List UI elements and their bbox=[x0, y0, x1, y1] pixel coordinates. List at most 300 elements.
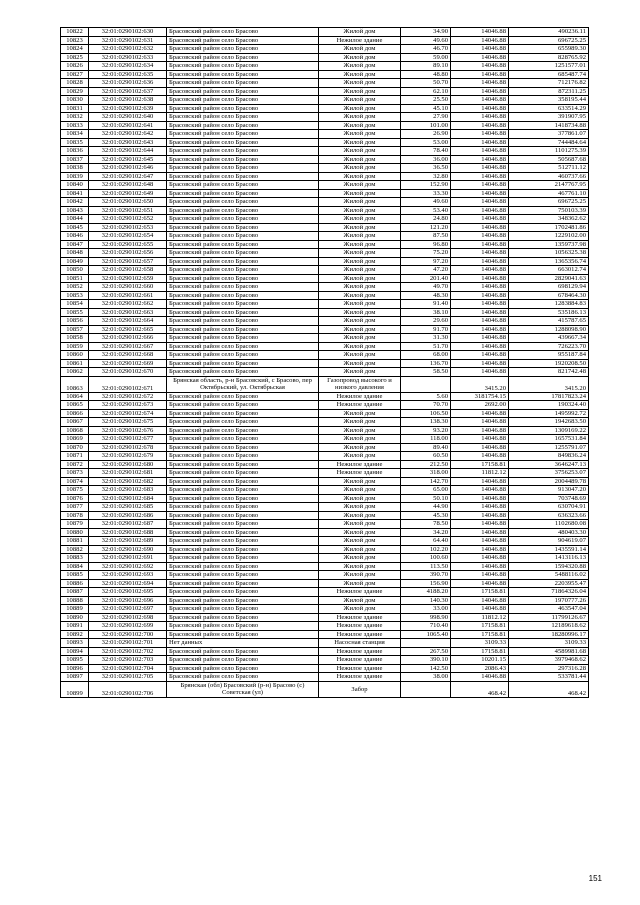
table-row bbox=[61, 223, 589, 232]
price-per-unit-cell: 14046.88 bbox=[451, 571, 509, 580]
cadastral-value-cell: 1309169.22 bbox=[509, 426, 589, 435]
cadastral-number-cell: 32:01:0290102:697 bbox=[89, 605, 167, 614]
address-cell: Брасовский район село Брасово bbox=[167, 317, 319, 326]
cadastral-value-cell: 1101275.39 bbox=[509, 147, 589, 156]
address-cell: Брасовский район село Брасово bbox=[167, 45, 319, 54]
table-row bbox=[61, 45, 589, 54]
object-type-cell: Жилой дом bbox=[319, 96, 401, 105]
area-cell: 101.00 bbox=[401, 121, 451, 130]
cadastral-number-cell: 32:01:0290102:660 bbox=[89, 283, 167, 292]
area-cell: 118.00 bbox=[401, 435, 451, 444]
object-type-cell: Жилой дом bbox=[319, 104, 401, 113]
address-cell: Брасовский район село Брасово bbox=[167, 418, 319, 427]
row-index-cell: 10863 bbox=[61, 376, 89, 392]
address-cell: Брасовский район село Брасово bbox=[167, 198, 319, 207]
cadastral-value-cell: 17817823.24 bbox=[509, 392, 589, 401]
cadastral-number-cell: 32:01:0290102:693 bbox=[89, 571, 167, 580]
cadastral-number-cell: 32:01:0290102:676 bbox=[89, 426, 167, 435]
address-cell: Брасовский район село Брасово bbox=[167, 494, 319, 503]
area-cell: 31.30 bbox=[401, 334, 451, 343]
row-index-cell: 10876 bbox=[61, 494, 89, 503]
table-row bbox=[61, 588, 589, 597]
table-row bbox=[61, 554, 589, 563]
address-cell: Брасовский район село Брасово bbox=[167, 181, 319, 190]
row-index-cell: 10890 bbox=[61, 613, 89, 622]
object-type-cell: Нежилое здание bbox=[319, 647, 401, 656]
area-cell: 100.60 bbox=[401, 554, 451, 563]
row-index-cell: 10861 bbox=[61, 359, 89, 368]
cadastral-value-cell: 821742.48 bbox=[509, 368, 589, 377]
row-index-cell: 10866 bbox=[61, 409, 89, 418]
cadastral-value-cell: 190324.40 bbox=[509, 401, 589, 410]
address-cell: Брасовский район село Брасово bbox=[167, 240, 319, 249]
row-index-cell: 10873 bbox=[61, 469, 89, 478]
address-cell: Брасовский район село Брасово bbox=[167, 189, 319, 198]
object-type-cell: Жилой дом bbox=[319, 317, 401, 326]
cadastral-number-cell: 32:01:0290102:661 bbox=[89, 291, 167, 300]
table-row bbox=[61, 215, 589, 224]
cadastral-value-cell: 1594320.88 bbox=[509, 562, 589, 571]
cadastral-value-cell: 1702481.86 bbox=[509, 223, 589, 232]
table-row bbox=[61, 181, 589, 190]
cadastral-value-cell: 1229102.00 bbox=[509, 232, 589, 241]
area-cell: 27.90 bbox=[401, 113, 451, 122]
object-type-cell: Жилой дом bbox=[319, 486, 401, 495]
area-cell: 91.40 bbox=[401, 300, 451, 309]
cadastral-number-cell: 32:01:0290102:643 bbox=[89, 138, 167, 147]
object-type-cell: Жилой дом bbox=[319, 520, 401, 529]
price-per-unit-cell: 14046.88 bbox=[451, 172, 509, 181]
price-per-unit-cell: 14046.88 bbox=[451, 181, 509, 190]
price-per-unit-cell: 14046.88 bbox=[451, 113, 509, 122]
price-per-unit-cell: 14046.88 bbox=[451, 274, 509, 283]
address-cell: Брасовский район село Брасово bbox=[167, 334, 319, 343]
cadastral-value-cell: 3109.33 bbox=[509, 639, 589, 648]
object-type-cell: Жилой дом bbox=[319, 274, 401, 283]
address-cell: Нет данных bbox=[167, 639, 319, 648]
row-index-cell: 10824 bbox=[61, 45, 89, 54]
row-index-cell: 10885 bbox=[61, 571, 89, 580]
cadastral-value-cell: 4589981.68 bbox=[509, 647, 589, 656]
cadastral-value-cell: 533781.44 bbox=[509, 673, 589, 682]
address-cell: Брасовский район село Брасово bbox=[167, 257, 319, 266]
cadastral-value-cell: 1495992.72 bbox=[509, 409, 589, 418]
object-type-cell: Жилой дом bbox=[319, 545, 401, 554]
table-row bbox=[61, 164, 589, 173]
address-cell: Брасовский район село Брасово bbox=[167, 351, 319, 360]
address-cell: Брасовский район село Брасово bbox=[167, 138, 319, 147]
area-cell: 26.90 bbox=[401, 130, 451, 139]
object-type-cell: Жилой дом bbox=[319, 155, 401, 164]
row-index-cell: 10881 bbox=[61, 537, 89, 546]
object-type-cell: Насосная станция bbox=[319, 639, 401, 648]
records-table bbox=[60, 27, 589, 698]
area-cell: 33.30 bbox=[401, 189, 451, 198]
price-per-unit-cell: 14046.88 bbox=[451, 426, 509, 435]
row-index-cell: 10857 bbox=[61, 325, 89, 334]
price-per-unit-cell: 14046.88 bbox=[451, 537, 509, 546]
area-cell: 51.70 bbox=[401, 342, 451, 351]
object-type-cell: Жилой дом bbox=[319, 249, 401, 258]
cadastral-value-cell: 849836.24 bbox=[509, 452, 589, 461]
cadastral-value-cell: 828765.92 bbox=[509, 53, 589, 62]
area-cell: 78.40 bbox=[401, 147, 451, 156]
address-cell: Брасовский район село Брасово bbox=[167, 545, 319, 554]
table-row bbox=[61, 359, 589, 368]
table-row bbox=[61, 622, 589, 631]
area-cell: 34.20 bbox=[401, 528, 451, 537]
area-cell: 1065.40 bbox=[401, 630, 451, 639]
area-cell: 50.10 bbox=[401, 494, 451, 503]
price-per-unit-cell: 14046.88 bbox=[451, 45, 509, 54]
cadastral-number-cell: 32:01:0290102:687 bbox=[89, 520, 167, 529]
cadastral-value-cell: 377861.07 bbox=[509, 130, 589, 139]
row-index-cell: 10844 bbox=[61, 215, 89, 224]
cadastral-value-cell: 512711.12 bbox=[509, 164, 589, 173]
object-type-cell: Забор bbox=[319, 681, 401, 697]
cadastral-number-cell: 32:01:0290102:699 bbox=[89, 622, 167, 631]
cadastral-value-cell: 663012.74 bbox=[509, 266, 589, 275]
table-row bbox=[61, 79, 589, 88]
object-type-cell: Жилой дом bbox=[319, 164, 401, 173]
row-index-cell: 10870 bbox=[61, 443, 89, 452]
area-cell: 5.60 bbox=[401, 392, 451, 401]
address-cell: Брасовский район село Брасово bbox=[167, 28, 319, 37]
area-cell: 49.60 bbox=[401, 36, 451, 45]
table-row bbox=[61, 257, 589, 266]
cadastral-value-cell: 463547.04 bbox=[509, 605, 589, 614]
address-cell: Брасовский район село Брасово bbox=[167, 223, 319, 232]
table-row bbox=[61, 511, 589, 520]
address-cell: Брасовский район село Брасово bbox=[167, 291, 319, 300]
area-cell: 87.50 bbox=[401, 232, 451, 241]
address-cell: Брасовский район село Брасово bbox=[167, 630, 319, 639]
area-cell: 48.30 bbox=[401, 291, 451, 300]
price-per-unit-cell: 14046.88 bbox=[451, 266, 509, 275]
object-type-cell: Жилой дом bbox=[319, 359, 401, 368]
cadastral-number-cell: 32:01:0290102:633 bbox=[89, 53, 167, 62]
row-index-cell: 10860 bbox=[61, 351, 89, 360]
area-cell: 89.40 bbox=[401, 443, 451, 452]
cadastral-number-cell: 32:01:0290102:674 bbox=[89, 409, 167, 418]
cadastral-number-cell: 32:01:0290102:684 bbox=[89, 494, 167, 503]
object-type-cell: Жилой дом bbox=[319, 189, 401, 198]
object-type-cell: Жилой дом bbox=[319, 300, 401, 309]
cadastral-value-cell: 490236.11 bbox=[509, 28, 589, 37]
cadastral-value-cell: 744484.64 bbox=[509, 138, 589, 147]
address-cell: Брасовский район село Брасово bbox=[167, 605, 319, 614]
object-type-cell: Нежилое здание bbox=[319, 613, 401, 622]
price-per-unit-cell: 14046.88 bbox=[451, 36, 509, 45]
area-cell: 136.70 bbox=[401, 359, 451, 368]
area-cell: 44.90 bbox=[401, 503, 451, 512]
row-index-cell: 10822 bbox=[61, 28, 89, 37]
cadastral-number-cell: 32:01:0290102:671 bbox=[89, 376, 167, 392]
price-per-unit-cell: 14046.88 bbox=[451, 486, 509, 495]
row-index-cell: 10837 bbox=[61, 155, 89, 164]
address-cell: Брасовский район село Брасово bbox=[167, 596, 319, 605]
row-index-cell: 10891 bbox=[61, 622, 89, 631]
price-per-unit-cell: 3109.33 bbox=[451, 639, 509, 648]
cadastral-number-cell: 32:01:0290102:662 bbox=[89, 300, 167, 309]
table-row bbox=[61, 291, 589, 300]
cadastral-number-cell: 32:01:0290102:704 bbox=[89, 664, 167, 673]
area-cell: 59.00 bbox=[401, 53, 451, 62]
cadastral-value-cell: 297316.28 bbox=[509, 664, 589, 673]
address-cell: Брасовский район село Брасово bbox=[167, 342, 319, 351]
object-type-cell: Жилой дом bbox=[319, 130, 401, 139]
table-row bbox=[61, 494, 589, 503]
area-cell: 142.70 bbox=[401, 477, 451, 486]
price-per-unit-cell: 14046.88 bbox=[451, 96, 509, 105]
cadastral-number-cell: 32:01:0290102:656 bbox=[89, 249, 167, 258]
row-index-cell: 10851 bbox=[61, 274, 89, 283]
cadastral-value-cell: 1413116.13 bbox=[509, 554, 589, 563]
area-cell: 47.20 bbox=[401, 266, 451, 275]
table-row bbox=[61, 613, 589, 622]
address-cell: Брасовский район село Брасово bbox=[167, 664, 319, 673]
cadastral-value-cell: 726223.70 bbox=[509, 342, 589, 351]
table-row bbox=[61, 596, 589, 605]
table-row bbox=[61, 443, 589, 452]
row-index-cell: 10833 bbox=[61, 121, 89, 130]
object-type-cell: Жилой дом bbox=[319, 452, 401, 461]
row-index-cell: 10823 bbox=[61, 36, 89, 45]
row-index-cell: 10874 bbox=[61, 477, 89, 486]
area-cell: 65.00 bbox=[401, 486, 451, 495]
table-row bbox=[61, 409, 589, 418]
price-per-unit-cell: 11812.12 bbox=[451, 469, 509, 478]
area-cell: 36.00 bbox=[401, 155, 451, 164]
table-row bbox=[61, 53, 589, 62]
cadastral-number-cell: 32:01:0290102:640 bbox=[89, 113, 167, 122]
table-row bbox=[61, 113, 589, 122]
row-index-cell: 10895 bbox=[61, 656, 89, 665]
area-cell: 46.70 bbox=[401, 45, 451, 54]
object-type-cell: Жилой дом bbox=[319, 351, 401, 360]
address-cell: Брасовский район село Брасово bbox=[167, 579, 319, 588]
cadastral-number-cell: 32:01:0290102:695 bbox=[89, 588, 167, 597]
row-index-cell: 10892 bbox=[61, 630, 89, 639]
address-cell: Брасовский район село Брасово bbox=[167, 62, 319, 71]
price-per-unit-cell: 17158.81 bbox=[451, 630, 509, 639]
address-cell: Брасовский район село Брасово bbox=[167, 155, 319, 164]
cadastral-value-cell: 415787.65 bbox=[509, 317, 589, 326]
row-index-cell: 10836 bbox=[61, 147, 89, 156]
object-type-cell: Жилой дом bbox=[319, 28, 401, 37]
table-row bbox=[61, 469, 589, 478]
table-row bbox=[61, 232, 589, 241]
object-type-cell: Жилой дом bbox=[319, 334, 401, 343]
table-row bbox=[61, 639, 589, 648]
address-cell: Брасовский район село Брасово bbox=[167, 70, 319, 79]
row-index-cell: 10878 bbox=[61, 511, 89, 520]
area-cell: 62.10 bbox=[401, 87, 451, 96]
area-cell: 156.90 bbox=[401, 579, 451, 588]
row-index-cell: 10862 bbox=[61, 368, 89, 377]
cadastral-number-cell: 32:01:0290102:679 bbox=[89, 452, 167, 461]
object-type-cell: Жилой дом bbox=[319, 147, 401, 156]
cadastral-value-cell: 1418734.88 bbox=[509, 121, 589, 130]
price-per-unit-cell: 17158.81 bbox=[451, 647, 509, 656]
table-row bbox=[61, 486, 589, 495]
row-index-cell: 10869 bbox=[61, 435, 89, 444]
price-per-unit-cell: 14046.88 bbox=[451, 334, 509, 343]
object-type-cell: Жилой дом bbox=[319, 477, 401, 486]
cadastral-value-cell: 685487.74 bbox=[509, 70, 589, 79]
cadastral-number-cell: 32:01:0290102:689 bbox=[89, 537, 167, 546]
object-type-cell: Жилой дом bbox=[319, 596, 401, 605]
cadastral-value-cell: 1251577.01 bbox=[509, 62, 589, 71]
price-per-unit-cell: 14046.88 bbox=[451, 317, 509, 326]
row-index-cell: 10889 bbox=[61, 605, 89, 614]
cadastral-value-cell: 2829041.63 bbox=[509, 274, 589, 283]
object-type-cell: Жилой дом bbox=[319, 325, 401, 334]
cadastral-number-cell: 32:01:0290102:648 bbox=[89, 181, 167, 190]
area-cell: 64.40 bbox=[401, 537, 451, 546]
price-per-unit-cell: 14046.88 bbox=[451, 232, 509, 241]
cadastral-number-cell: 32:01:0290102:642 bbox=[89, 130, 167, 139]
cadastral-number-cell: 32:01:0290102:641 bbox=[89, 121, 167, 130]
cadastral-value-cell: 18280996.17 bbox=[509, 630, 589, 639]
table-row bbox=[61, 147, 589, 156]
cadastral-value-cell: 12189618.62 bbox=[509, 622, 589, 631]
cadastral-number-cell: 32:01:0290102:703 bbox=[89, 656, 167, 665]
cadastral-number-cell: 32:01:0290102:675 bbox=[89, 418, 167, 427]
address-cell: Брасовский район село Брасово bbox=[167, 435, 319, 444]
cadastral-number-cell: 32:01:0290102:652 bbox=[89, 215, 167, 224]
price-per-unit-cell: 468.42 bbox=[451, 681, 509, 697]
cadastral-number-cell: 32:01:0290102:698 bbox=[89, 613, 167, 622]
row-index-cell: 10886 bbox=[61, 579, 89, 588]
cadastral-number-cell: 32:01:0290102:657 bbox=[89, 257, 167, 266]
address-cell: Брасовский район село Брасово bbox=[167, 571, 319, 580]
row-index-cell: 10854 bbox=[61, 300, 89, 309]
address-cell: Брасовский район село Брасово bbox=[167, 308, 319, 317]
table-row bbox=[61, 571, 589, 580]
area-cell: 97.20 bbox=[401, 257, 451, 266]
price-per-unit-cell: 17158.81 bbox=[451, 622, 509, 631]
area-cell: 53.00 bbox=[401, 138, 451, 147]
price-per-unit-cell: 14046.88 bbox=[451, 342, 509, 351]
area-cell: 38.10 bbox=[401, 308, 451, 317]
cadastral-number-cell: 32:01:0290102:636 bbox=[89, 79, 167, 88]
cadastral-value-cell: 1359737.98 bbox=[509, 240, 589, 249]
object-type-cell: Жилой дом bbox=[319, 409, 401, 418]
address-cell: Брянская область, р-н Брасовский, с Брасово, пер Октябрьский, ул. Октябрьская bbox=[167, 376, 319, 392]
cadastral-number-cell: 32:01:0290102:670 bbox=[89, 368, 167, 377]
cadastral-number-cell: 32:01:0290102:694 bbox=[89, 579, 167, 588]
row-index-cell: 10840 bbox=[61, 181, 89, 190]
row-index-cell: 10867 bbox=[61, 418, 89, 427]
cadastral-value-cell: 1435591.14 bbox=[509, 545, 589, 554]
table-row bbox=[61, 189, 589, 198]
price-per-unit-cell: 14046.88 bbox=[451, 138, 509, 147]
price-per-unit-cell: 14046.88 bbox=[451, 164, 509, 173]
table-row bbox=[61, 435, 589, 444]
address-cell: Брасовский район село Брасово bbox=[167, 443, 319, 452]
cadastral-number-cell: 32:01:0290102:673 bbox=[89, 401, 167, 410]
row-index-cell: 10868 bbox=[61, 426, 89, 435]
cadastral-number-cell: 32:01:0290102:663 bbox=[89, 308, 167, 317]
cadastral-number-cell: 32:01:0290102:685 bbox=[89, 503, 167, 512]
price-per-unit-cell: 14046.88 bbox=[451, 477, 509, 486]
object-type-cell: Жилой дом bbox=[319, 426, 401, 435]
area-cell: 29.60 bbox=[401, 317, 451, 326]
table-row bbox=[61, 130, 589, 139]
area-cell: 45.10 bbox=[401, 104, 451, 113]
area-cell: 4188.20 bbox=[401, 588, 451, 597]
row-index-cell: 10830 bbox=[61, 96, 89, 105]
object-type-cell: Жилой дом bbox=[319, 435, 401, 444]
address-cell: Брасовский район село Брасово bbox=[167, 300, 319, 309]
object-type-cell: Нежилое здание bbox=[319, 401, 401, 410]
cadastral-number-cell: 32:01:0290102:655 bbox=[89, 240, 167, 249]
cadastral-value-cell: 1970777.26 bbox=[509, 596, 589, 605]
row-index-cell: 10899 bbox=[61, 681, 89, 697]
price-per-unit-cell: 14046.88 bbox=[451, 215, 509, 224]
object-type-cell: Жилой дом bbox=[319, 537, 401, 546]
address-cell: Брасовский район село Брасово bbox=[167, 164, 319, 173]
object-type-cell: Жилой дом bbox=[319, 113, 401, 122]
price-per-unit-cell: 14046.88 bbox=[451, 368, 509, 377]
price-per-unit-cell: 2086.43 bbox=[451, 664, 509, 673]
price-per-unit-cell: 14046.88 bbox=[451, 206, 509, 215]
area-cell: 140.30 bbox=[401, 596, 451, 605]
cadastral-number-cell: 32:01:0290102:638 bbox=[89, 96, 167, 105]
price-per-unit-cell: 14046.88 bbox=[451, 325, 509, 334]
table-row bbox=[61, 426, 589, 435]
cadastral-value-cell: 678464.30 bbox=[509, 291, 589, 300]
row-index-cell: 10841 bbox=[61, 189, 89, 198]
price-per-unit-cell: 14046.88 bbox=[451, 121, 509, 130]
address-cell: Брасовский район село Брасово bbox=[167, 486, 319, 495]
row-index-cell: 10864 bbox=[61, 392, 89, 401]
area-cell: 212.50 bbox=[401, 460, 451, 469]
cadastral-number-cell: 32:01:0290102:702 bbox=[89, 647, 167, 656]
object-type-cell: Жилой дом bbox=[319, 418, 401, 427]
cadastral-value-cell: 1942683.50 bbox=[509, 418, 589, 427]
table-row bbox=[61, 198, 589, 207]
row-index-cell: 10825 bbox=[61, 53, 89, 62]
price-per-unit-cell: 14046.88 bbox=[451, 283, 509, 292]
table-row bbox=[61, 206, 589, 215]
area-cell: 50.70 bbox=[401, 79, 451, 88]
area-cell: 121.20 bbox=[401, 223, 451, 232]
address-cell: Брасовский район село Брасово bbox=[167, 87, 319, 96]
address-cell: Брасовский район село Брасово bbox=[167, 647, 319, 656]
cadastral-number-cell: 32:01:0290102:696 bbox=[89, 596, 167, 605]
address-cell: Брасовский район село Брасово bbox=[167, 613, 319, 622]
area-cell: 45.30 bbox=[401, 511, 451, 520]
cadastral-value-cell: 1283884.83 bbox=[509, 300, 589, 309]
row-index-cell: 10884 bbox=[61, 562, 89, 571]
object-type-cell: Жилой дом bbox=[319, 181, 401, 190]
object-type-cell: Жилой дом bbox=[319, 283, 401, 292]
address-cell: Брасовский район село Брасово bbox=[167, 528, 319, 537]
object-type-cell: Нежилое здание bbox=[319, 673, 401, 682]
address-cell: Брасовский район село Брасово bbox=[167, 104, 319, 113]
object-type-cell: Жилой дом bbox=[319, 266, 401, 275]
table-row bbox=[61, 647, 589, 656]
object-type-cell: Жилой дом bbox=[319, 206, 401, 215]
object-type-cell: Нежилое здание bbox=[319, 36, 401, 45]
area-cell: 58.50 bbox=[401, 368, 451, 377]
object-type-cell: Жилой дом bbox=[319, 571, 401, 580]
cadastral-value-cell: 358195.44 bbox=[509, 96, 589, 105]
price-per-unit-cell: 14046.88 bbox=[451, 104, 509, 113]
address-cell: Брасовский район село Брасово bbox=[167, 511, 319, 520]
